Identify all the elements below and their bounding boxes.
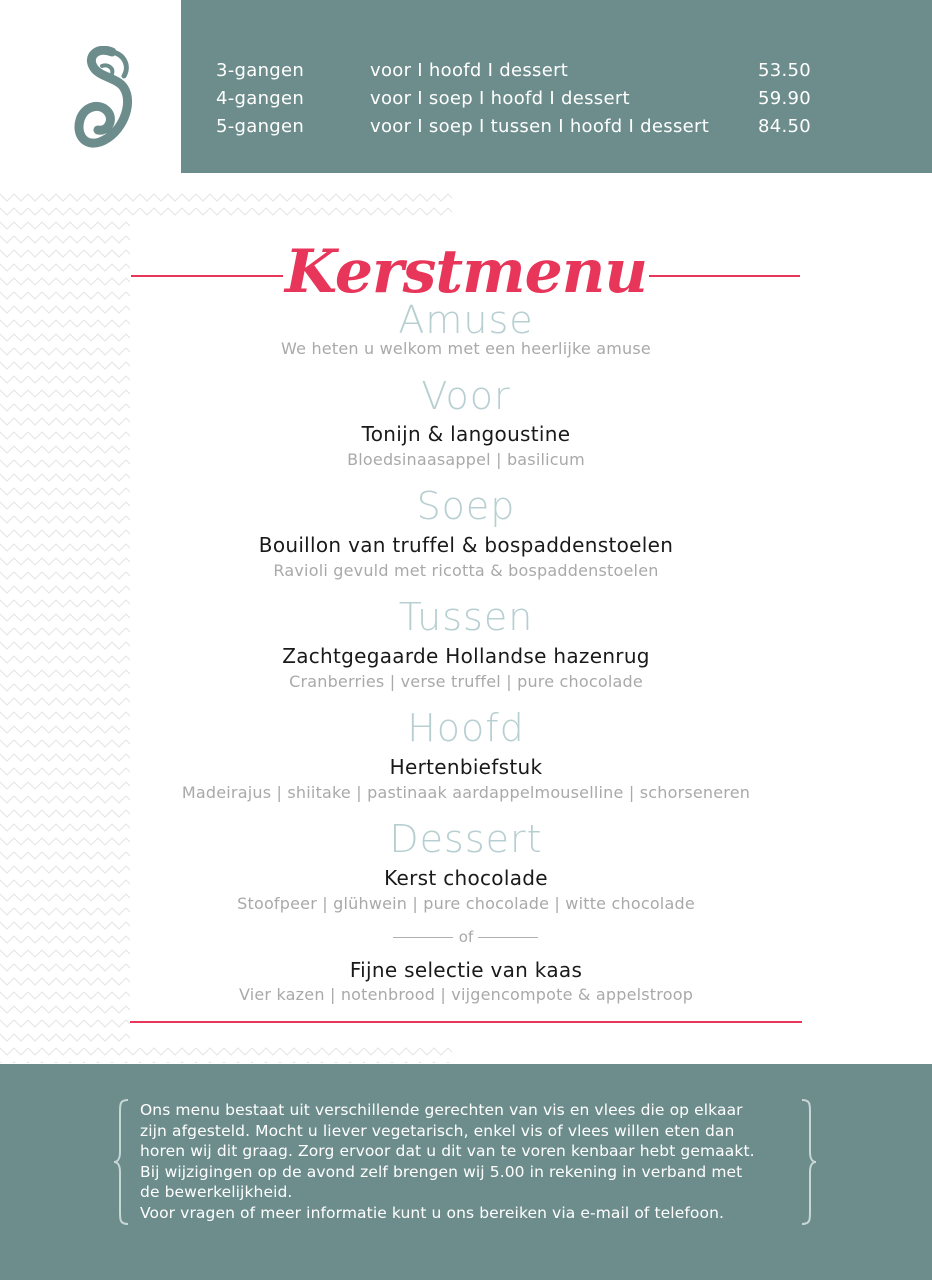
dish-tussen: Zachtgegaarde Hollandse hazenrug — [282, 644, 650, 668]
dish-dessert: Kerst chocolade — [384, 866, 548, 890]
or-divider — [0, 926, 932, 948]
price-row-5 — [216, 113, 811, 141]
course-desc-amuse: We heten u welkom met een heerlijke amuse — [281, 339, 651, 358]
brace-left-icon — [112, 1098, 132, 1226]
dish-desc-soep: Ravioli gevuld met ricotta & bospaddenstoelen — [273, 561, 659, 580]
dish-soep: Bouillon van truffel & bospaddenstoelen — [258, 533, 674, 557]
dish-desc-voor: Bloedsinaasappel | basilicum — [347, 450, 585, 469]
swirl-logo-icon — [72, 46, 138, 148]
price-bar — [181, 0, 932, 173]
dish-desc-dessert: Stoofpeer | glühwein | pure chocolade | witte chocolade — [237, 894, 695, 913]
course-heading-tussen: Tussen — [398, 595, 534, 639]
price-courses: voor I soep I hoofd I dessert — [370, 88, 630, 109]
or-line-left — [393, 937, 453, 938]
price-row-4 — [216, 85, 811, 113]
footer-line: Voor vragen of meer informatie kunt u ons bereiken via e-mail of telefoon. — [140, 1203, 725, 1222]
footer-line: Bij wijzigingen op de avond zelf brengen wij 5.00 in rekening in verband met — [140, 1162, 743, 1181]
course-heading-soep: Soep — [416, 484, 516, 528]
footer-line: zijn afgesteld. Mocht u liever vegetarisch, enkel vis of vlees willen eten dan — [140, 1121, 735, 1140]
course-heading-voor: Voor — [421, 374, 511, 418]
dish-hoofd: Hertenbiefstuk — [389, 755, 543, 779]
footer-line: de bewerkelijkheid. — [140, 1183, 293, 1202]
dish-voor: Tonijn & langoustine — [361, 422, 571, 446]
course-heading-hoofd: Hoofd — [407, 706, 525, 750]
dish-desc-hoofd: Madeirajus | shiitake | pastinaak aardappelmouselline | schorseneren — [181, 783, 751, 802]
brace-right-icon — [798, 1098, 818, 1226]
price-value: 84.50 — [757, 116, 811, 137]
price-name: 4-gangen — [216, 88, 305, 109]
footer-text — [140, 1100, 795, 1224]
or-line-right — [478, 937, 538, 938]
or-text: of — [458, 928, 474, 946]
footer-line: Ons menu bestaat uit verschillende gerechten van vis en vlees die op elkaar — [140, 1101, 743, 1119]
price-name: 5-gangen — [216, 116, 305, 137]
price-courses: voor I hoofd I dessert — [370, 60, 569, 81]
price-name: 3-gangen — [216, 60, 305, 81]
course-heading-dessert: Dessert — [389, 817, 543, 861]
dish-dessert-alt: Fijne selectie van kaas — [349, 958, 583, 982]
price-value: 53.50 — [757, 60, 811, 81]
bottom-divider — [130, 1021, 802, 1023]
dish-desc-tussen: Cranberries | verse truffel | pure chocolade — [289, 672, 643, 691]
footer — [0, 1064, 932, 1280]
price-row-3 — [216, 57, 811, 85]
logo-area — [0, 0, 181, 173]
course-heading-amuse: Amuse — [398, 298, 534, 342]
price-value: 59.90 — [757, 88, 811, 109]
page-title: Kerstmenu — [284, 237, 647, 307]
dish-desc-dessert-alt: Vier kazen | notenbrood | vijgencompote & appelstroop — [238, 985, 694, 1004]
footer-line: horen wij dit graag. Zorg ervoor dat u dit van te voren kenbaar hebt gemaakt. — [140, 1142, 755, 1161]
price-courses: voor I soep I tussen I hoofd I dessert — [370, 116, 710, 137]
